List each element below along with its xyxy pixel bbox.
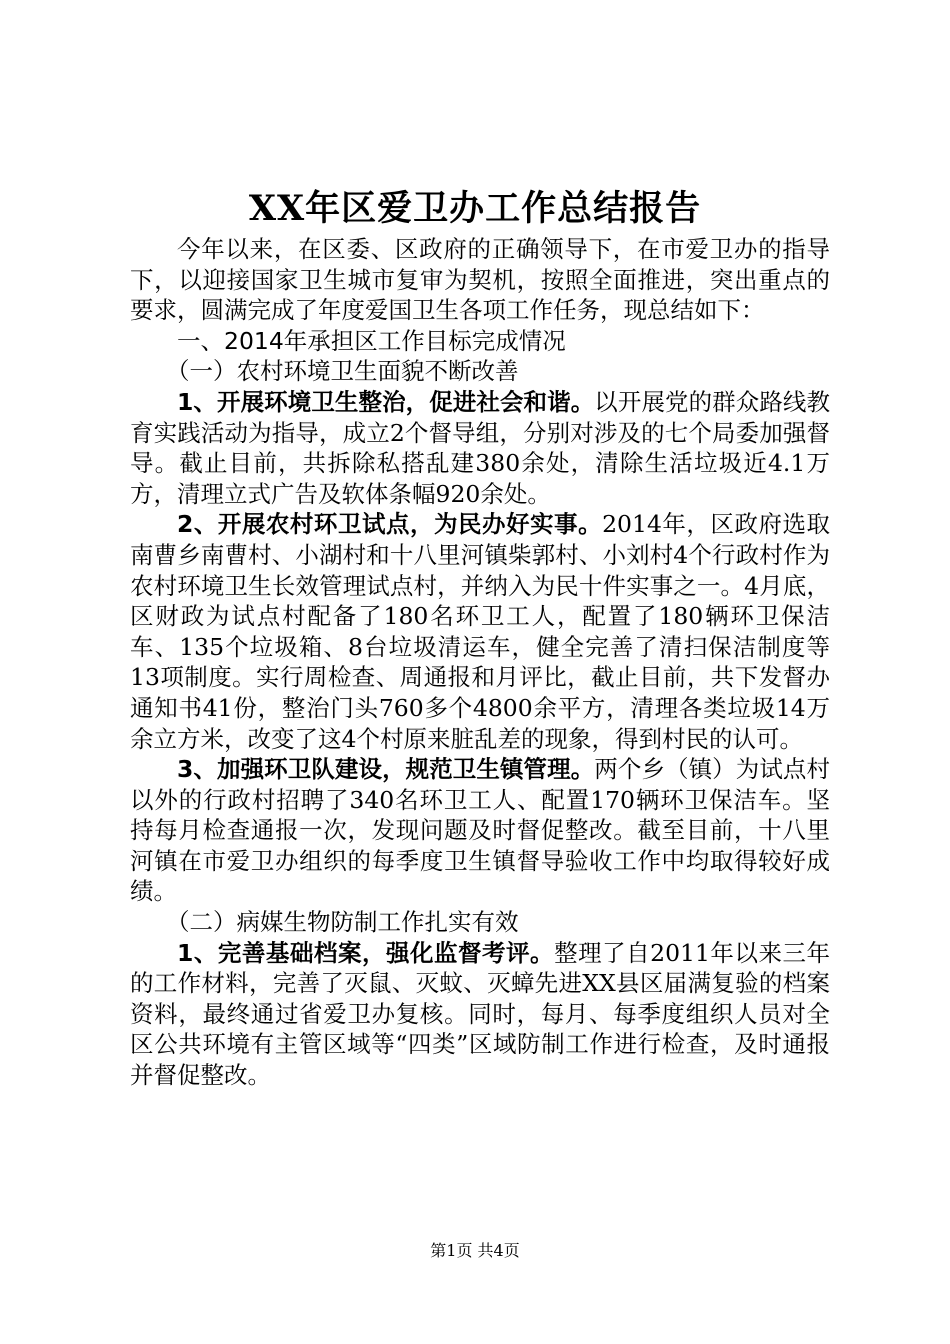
paragraph-2-1	[130, 938, 830, 1091]
paragraph-text: 两个乡（镇）为试点村以外的行政村招聘了340名环卫工人、配置170辆环卫保洁车。坚持每月检查通报一次，发现问题及时督促整改。截至目前，十八里河镇在市爱卫办组织的每季度卫生镇督导验收工作中均取得较好成绩。	[130, 755, 830, 906]
paragraph-1-2	[130, 509, 830, 754]
paragraph-lead: 3、加强环卫队建设，规范卫生镇管理。	[177, 755, 595, 784]
paragraph-lead: 1、开展环境卫生整治，促进社会和谐。	[177, 387, 595, 416]
page-footer: 第1页 共4页	[430, 1241, 520, 1260]
subsection-heading-1: （一）农村环境卫生面貌不断改善	[166, 357, 519, 386]
document-title: XX年区爱卫办工作总结报告	[248, 188, 702, 229]
subsection-heading-2: （二）病媒生物防制工作扎实有效	[166, 908, 519, 937]
paragraph-1-1	[130, 387, 830, 509]
paragraph-text: 以开展党的群众路线教育实践活动为指导，成立2个督导组，分别对涉及的七个局委加强督导。截止目前，共拆除私搭乱建380余处，清除生活垃圾近4.1万方，清理立式广告及软体条幅920余处。	[130, 387, 830, 508]
paragraph-1-3	[130, 754, 830, 907]
paragraph-lead: 2、开展农村环卫试点，为民办好实事。	[177, 510, 603, 539]
section-heading-1: 一、2014年承担区工作目标完成情况	[177, 326, 566, 355]
paragraph-text: 整理了自2011年以来三年的工作材料，完善了灭鼠、灭蚊、灭蟑先进XX县区届满复验的档案资料，最终通过省爱卫办复核。同时，每月、每季度组织人员对全区公共环境有主管区域等“四类”区域防制工作进行检查，及时通报并督促整改。	[130, 938, 830, 1090]
paragraph-text: 2014年，区政府选取南曹乡南曹村、小湖村和十八里河镇柴郭村、小刘村4个行政村作为农村环境卫生长效管理试点村，并纳入为民十件实事之一。4月底，区财政为试点村配备了180名环卫工人，配置了180辆环卫保洁车、135个垃圾箱、8台垃圾清运车，健全完善了清扫保洁制度等13项制度。实行周检查、周通报和月评比，截止目前，共下发督办通知书41份，整治门头760多个4800余平方，清理各类垃圾14万余立方米，改变了这4个村原来脏乱差的现象，得到村民的认可。	[130, 510, 830, 753]
document-body	[130, 234, 830, 1091]
paragraph-lead: 1、完善基础档案，强化监督考评。	[177, 938, 555, 967]
intro-paragraph: 今年以来，在区委、区政府的正确领导下，在市爱卫办的指导下，以迎接国家卫生城市复审为契机，按照全面推进，突出重点的要求，圆满完成了年度爱国卫生各项工作任务，现总结如下：	[130, 235, 830, 325]
